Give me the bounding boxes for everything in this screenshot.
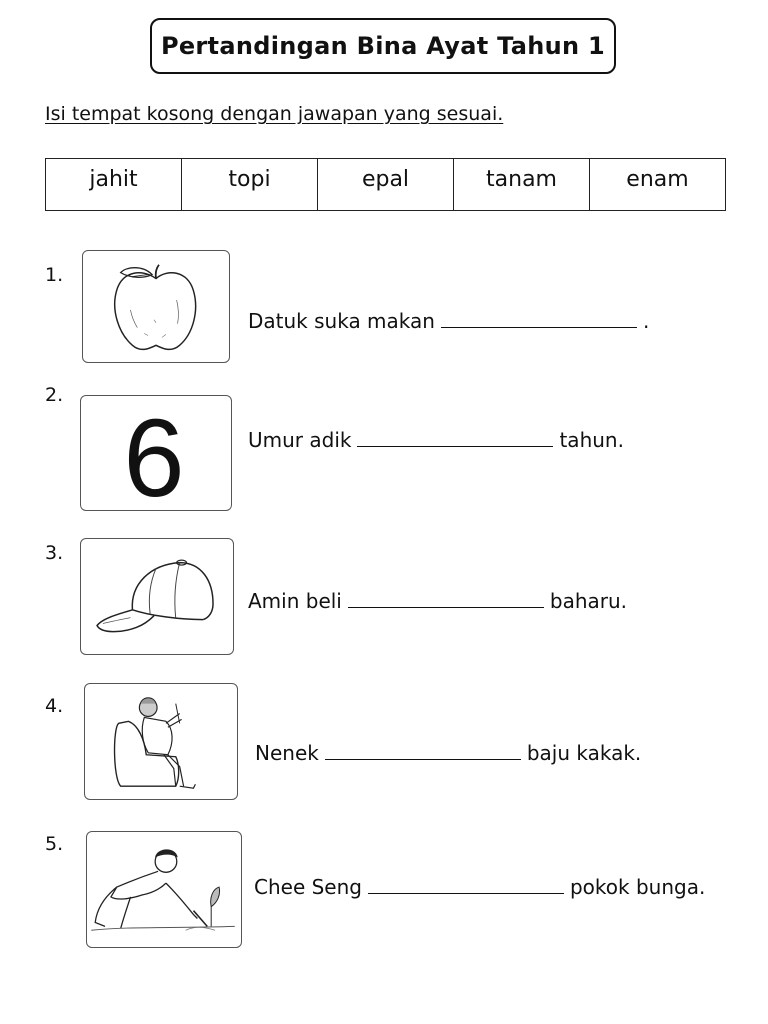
boy-planting-icon [86, 831, 242, 948]
answer-blank[interactable] [441, 309, 637, 328]
sentence-text: Umur adik [248, 428, 352, 452]
question-number: 3. [45, 542, 64, 564]
title-box [150, 18, 616, 74]
sentence-text: Datuk suka makan [248, 309, 435, 333]
number-six-icon [80, 395, 232, 511]
sentence-1 [248, 309, 649, 333]
sentence-text: pokok bunga. [569, 875, 706, 899]
sentence-text: baju kakak. [526, 741, 642, 765]
answer-blank[interactable] [357, 428, 553, 447]
question-number: 4. [45, 695, 64, 717]
word-bank-item: enam [590, 159, 726, 211]
six-digit: 6 [123, 397, 185, 510]
question-number: 1. [45, 264, 64, 286]
instruction: Isi tempat kosong dengan jawapan yang sesuai. [45, 103, 504, 125]
word-bank-item: epal [318, 159, 454, 211]
sentence-2 [248, 428, 624, 452]
apple-icon [82, 250, 230, 363]
sentence-4 [255, 741, 641, 765]
sentence-text: baharu. [549, 589, 628, 613]
question-number: 2. [45, 384, 64, 406]
answer-blank[interactable] [368, 875, 564, 894]
sentence-3 [248, 589, 627, 613]
sentence-text: . [642, 309, 650, 333]
sentence-text: Nenek [255, 741, 319, 765]
page-title: Pertandingan Bina Ayat Tahun 1 [160, 32, 606, 60]
word-bank-item: topi [182, 159, 318, 211]
sentence-text: tahun. [559, 428, 624, 452]
sentence-text: Amin beli [248, 589, 342, 613]
word-bank-item: tanam [454, 159, 590, 211]
answer-blank[interactable] [325, 741, 521, 760]
word-bank [45, 158, 726, 211]
cap-icon [80, 538, 234, 655]
answer-blank[interactable] [348, 589, 544, 608]
question-number: 5. [45, 833, 64, 855]
grandmother-sewing-icon [84, 683, 238, 800]
sentence-text: Chee Seng [254, 875, 362, 899]
word-bank-item: jahit [46, 159, 182, 211]
sentence-5 [254, 875, 705, 899]
